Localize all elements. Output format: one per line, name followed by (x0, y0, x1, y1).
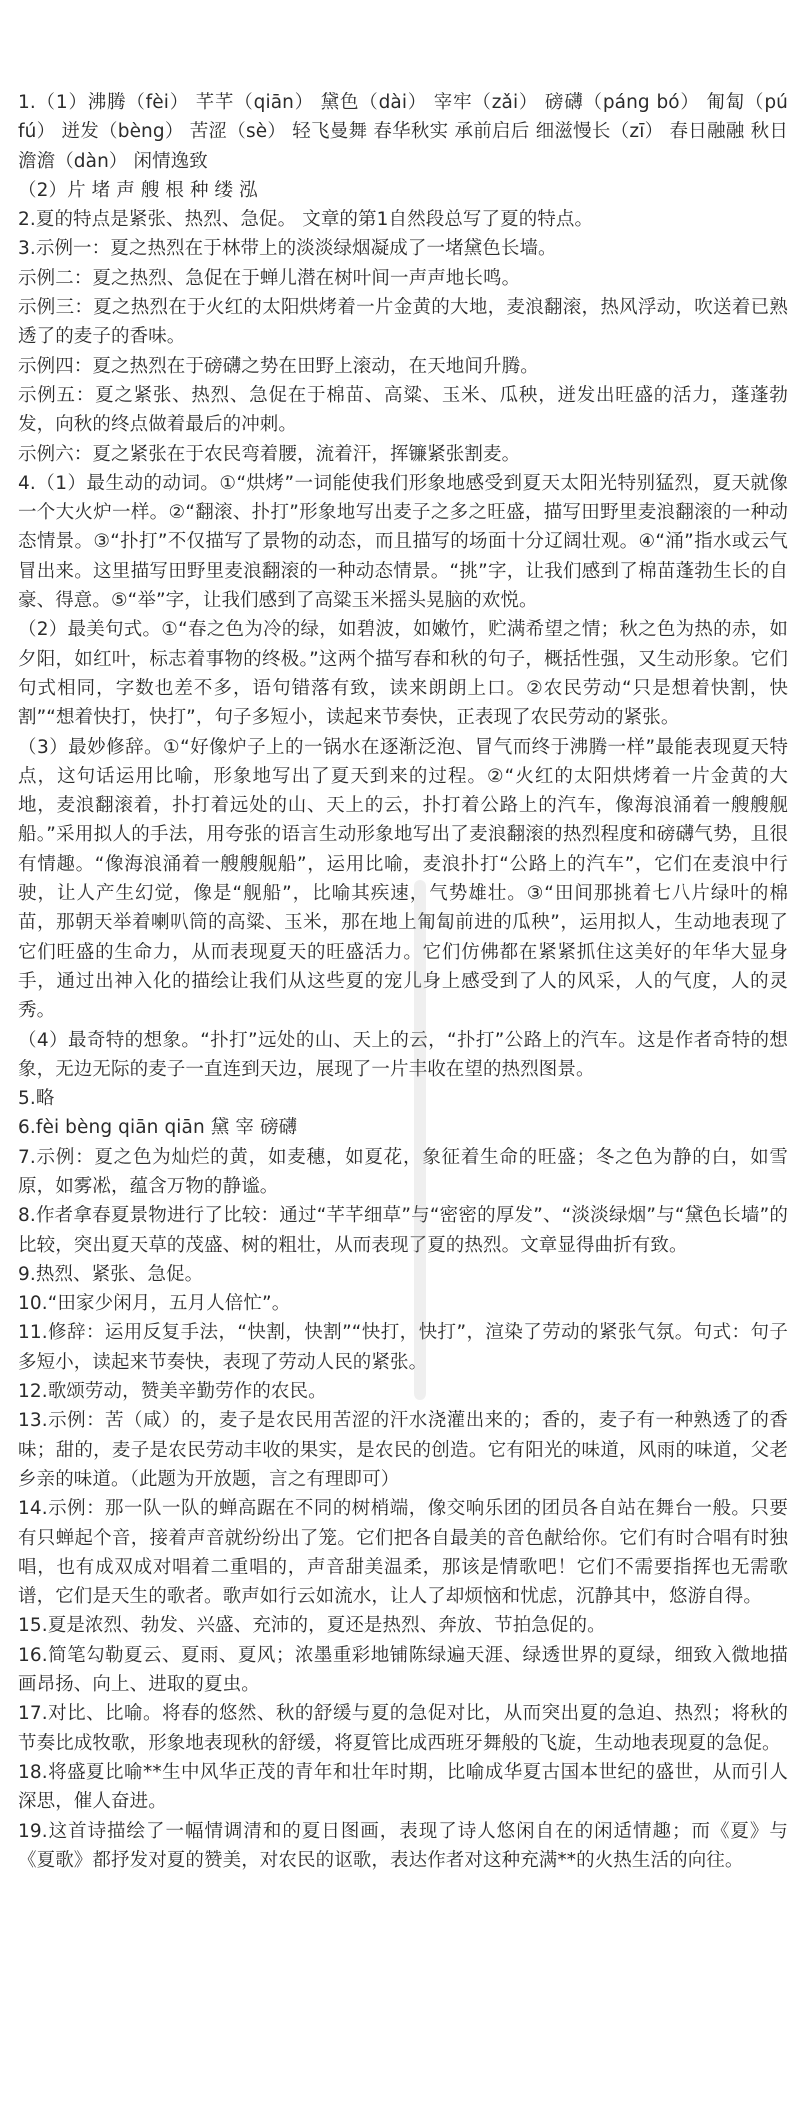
answer-4-3: （3）最妙修辞。①“好像炉子上的一锅水在逐渐泛泡、冒气而终于沸腾一样”最能表现夏天特点，这句话运用比喻，形象地写出了夏天到来的过程。②“火红的太阳烘烤着一片金黄的大地，麦浪翻滚着，扑打着远处的山、天上的云，扑打着公路上的汽车，像海浪涌着一艘艘舰船。”采用拟人的手法，用夸张的语言生动形象地写出了麦浪翻滚的热烈程度和磅礴气势，且很有情趣。“像海浪涌着一艘艘舰船”，运用比喻，麦浪扑打“公路上的汽车”，它们在麦浪中行驶，让人产生幻觉，像是“舰船”，比喻其疾速，气势雄壮。③“田间那挑着七八片绿叶的棉苗，那朝天举着喇叭筒的高粱、玉米，那在地上匍匐前进的瓜秧”，运用拟人，生动地表现了它们旺盛的生命力，从而表现夏天的旺盛活力。它们仿佛都在紧紧抓住这美好的年华大显身手，通过出神入化的描绘让我们从这些夏的宠儿身上感受到了人的风采，人的气度，人的灵秀。 (18, 736, 788, 1022)
answer-16: 16.简笔勾勒夏云、夏雨、夏风；浓墨重彩地铺陈绿遍天涯、绿透世界的夏绿，细致入微地描画昂扬、向上、进取的夏虫。 (18, 1644, 788, 1696)
answer-3-example-1: 3.示例一：夏之热烈在于林带上的淡淡绿烟凝成了一堵黛色长墙。 (18, 238, 557, 260)
answer-9: 9.热烈、紧张、急促。 (18, 1263, 204, 1285)
answer-8: 8.作者拿春夏景物进行了比较：通过“芊芊细草”与“密密的厚发”、“淡淡绿烟”与“黛色长墙”的比较，突出夏天草的茂盛、树的粗壮，从而表现了夏的热烈。文章显得曲折有致。 (18, 1205, 788, 1256)
answer-3-example-2: 示例二：夏之热烈、急促在于蝉儿潜在树叶间一声声地长鸣。 (18, 267, 521, 289)
answer-18: 18.将盛夏比喻**生中风华正茂的青年和壮年时期，比喻成华夏古国本世纪的盛世，从而引人深思，催人奋进。 (18, 1761, 788, 1813)
answer-11: 11.修辞：运用反复手法，“快割，快割”“快打，快打”，渲染了劳动的紧张气氛。句式：句子多短小，读起来节奏快，表现了劳动人民的紧张。 (18, 1322, 788, 1373)
answer-3-example-4: 示例四：夏之热烈在于磅礴之势在田野上滚动，在天地间升腾。 (18, 355, 539, 377)
answer-6: 6.fèi bèng qiān qiān 黛 宰 磅礴 (18, 1117, 298, 1139)
answer-5: 5.略 (18, 1088, 55, 1110)
answer-19: 19.这首诗描绘了一幅情调清和的夏日图画，表现了诗人悠闲自在的闲适情趣；而《夏》与《夏歌》都抒发对夏的赞美，对农民的讴歌，表达作者对这种充满**的火热生活的向往。 (18, 1820, 788, 1871)
answer-15: 15.夏是浓烈、勃发、兴盛、充沛的，夏还是热烈、奔放、节拍急促的。 (18, 1615, 606, 1637)
answer-14: 14.示例：那一队一队的蝉高踞在不同的树梢端，像交响乐团的团员各自站在舞台一般。只要有只蝉起个音，接着声音就纷纷出了笼。它们把各自最美的音色献给你。它们有时合唱有时独唱，也有成双成对唱着二重唱的，声音甜美温柔，那该是情歌吧！它们不需要指挥也无需歌谱，它们是天生的歌者。歌声如行云如流水，让人了却烦恼和忧虑，沉静其中，悠游自得。 (18, 1498, 788, 1608)
answer-12: 12.歌颂劳动，赞美辛勤劳作的农民。 (18, 1381, 327, 1403)
answer-2: 2.夏的特点是紧张、热烈、急促。 文章的第1自然段总写了夏的特点。 (18, 209, 594, 231)
answer-3-example-3: 示例三：夏之热烈在于火红的太阳烘烤着一片金黄的大地，麦浪翻滚，热风浮动，吹送着已熟透了的麦子的香味。 (18, 297, 788, 348)
answer-1-1: 1.（1）沸腾（fèi） 芊芊（qiān） 黛色（dài） 宰牢（zǎi） 磅礴（páng bó） 匍匐（pú fú） 迸发（bèng） 苦涩（sè） 轻飞曼舞 春华秋实 承前启后 细滋慢长（zī） 春日融融 秋日澹澹（dàn） 闲情逸致 (18, 92, 788, 172)
answer-17: 17.对比、比喻。将春的悠然、秋的舒缓与夏的急促对比，从而突出夏的急迫、热烈；将秋的节奏比成牧歌，形象地表现秋的舒缓，将夏管比成西班牙舞般的飞旋，生动地表现夏的急促。 (18, 1703, 788, 1754)
answer-3-example-6: 示例六：夏之紧张在于农民弯着腰，流着汗，挥镰紧张割麦。 (18, 443, 521, 465)
answer-10: 10.“田家少闲月，五月人倍忙”。 (18, 1293, 291, 1315)
answer-3-example-5: 示例五：夏之紧张、热烈、急促在于棉苗、高粱、玉米、瓜秧，迸发出旺盛的活力，蓬蓬勃发，向秋的终点做着最后的冲刺。 (18, 384, 788, 436)
answer-7: 7.示例：夏之色为灿烂的黄，如麦穗，如夏花，象征着生命的旺盛；冬之色为静的白，如雪原，如雾凇，蕴含万物的静谧。 (18, 1146, 788, 1197)
faint-watermark (400, 880, 440, 1400)
answer-4-2: （2）最美句式。①“春之色为冷的绿，如碧波，如嫩竹，贮满希望之情；秋之色为热的赤，如夕阳，如红叶，标志着事物的终极。”这两个描写春和秋的句子，概括性强，又生动形象。它们句式相同，字数也差不多，语句错落有致，读来朗朗上口。②农民劳动“只是想着快割，快割”“想着快打，快打”，句子多短小，读起来节奏快，正表现了农民劳动的紧张。 (18, 619, 788, 729)
answer-1-2: （2）片 堵 声 艘 根 种 缕 泓 (18, 179, 258, 201)
answer-13: 13.示例：苦（咸）的，麦子是农民用苦涩的汗水浇灌出来的；香的，麦子有一种熟透了的香味；甜的，麦子是农民劳动丰收的果实，是农民的创造。它有阳光的味道，风雨的味道，父老乡亲的味道。（此题为开放题，言之有理即可） (18, 1410, 788, 1490)
answer-4-4: （4）最奇特的想象。“扑打”远处的山、天上的云，“扑打”公路上的汽车。这是作者奇特的想象，无边无际的麦子一直连到天边，展现了一片丰收在望的热烈图景。 (18, 1029, 788, 1080)
answer-4-1: 4.（1）最生动的动词。①“烘烤”一词能使我们形象地感受到夏天太阳光特别猛烈，夏天就像一个大火炉一样。②“翻滚、扑打”形象地写出麦子之多之旺盛，描写田野里麦浪翻滚的一种动态情景。③“扑打”不仅描写了景物的动态，而且描写的场面十分辽阔壮观。④“涌”指水或云气冒出来。这里描写田野里麦浪翻滚的一种动态情景。“挑”字，让我们感到了棉苗蓬勃生长的自豪、得意。⑤“举”字，让我们感到了高粱玉米摇头晃脑的欢悦。 (18, 472, 788, 612)
